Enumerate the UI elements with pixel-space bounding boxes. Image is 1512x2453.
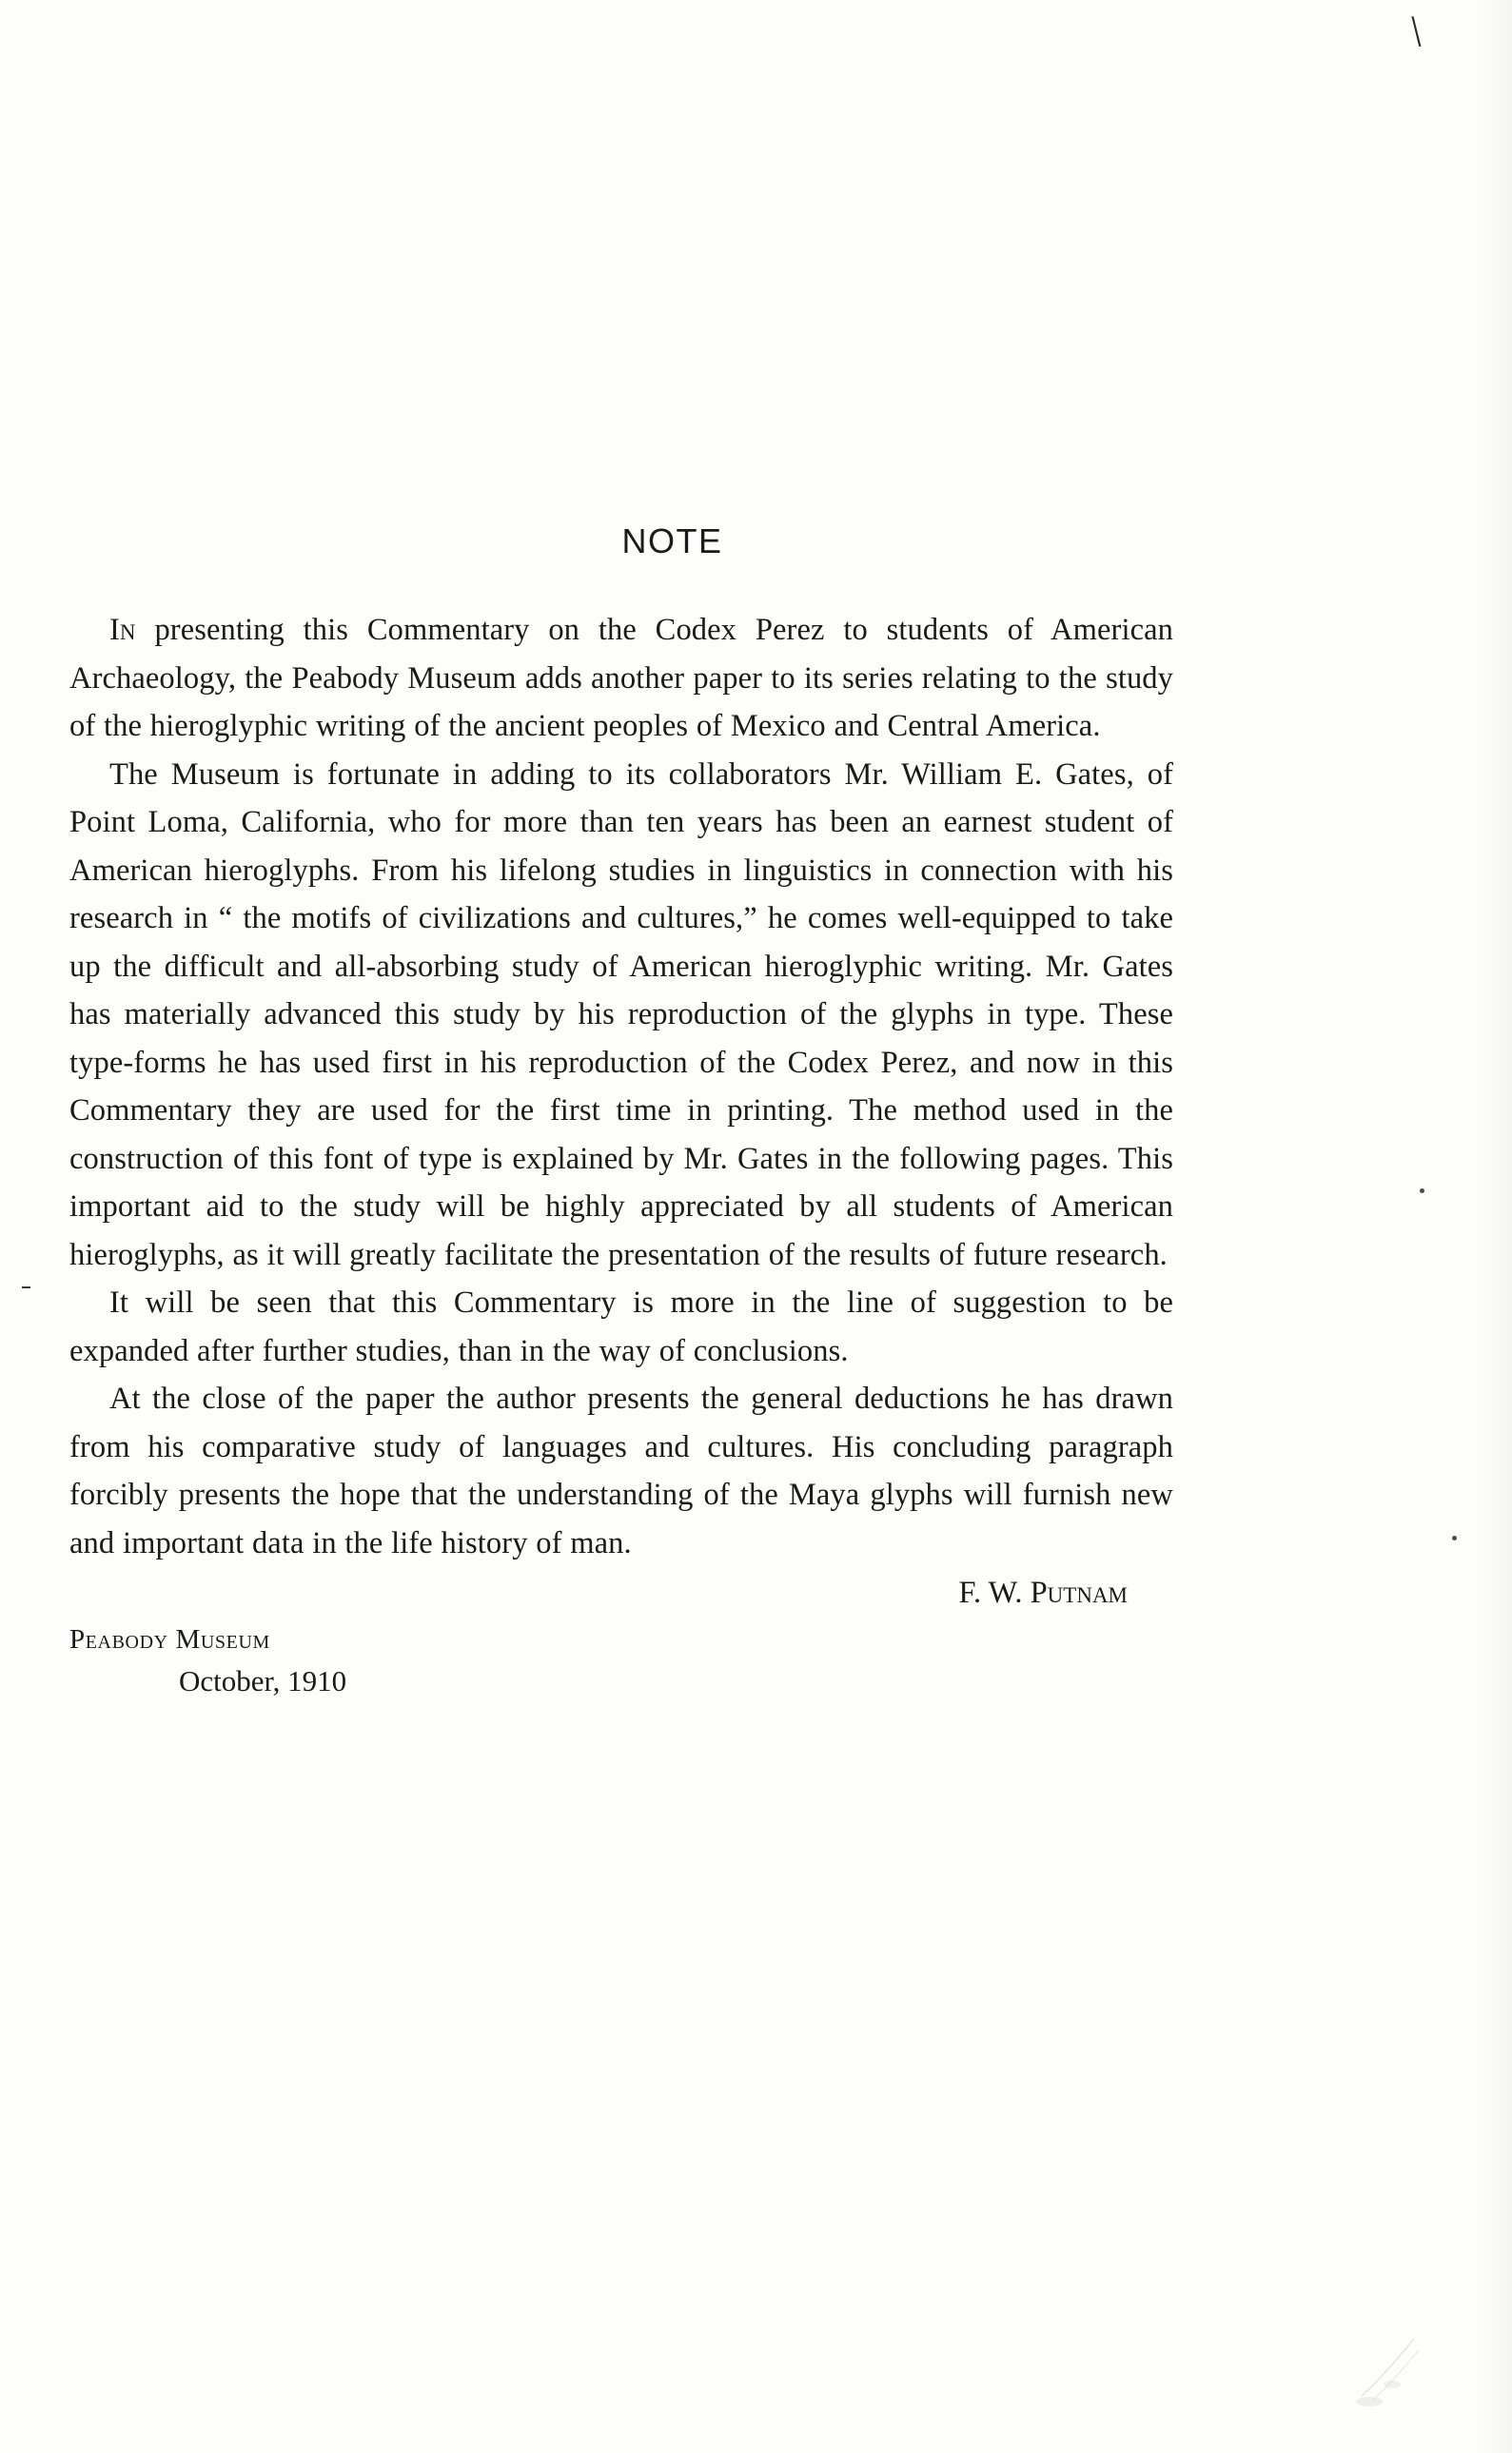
scan-speck-icon (1452, 1536, 1457, 1540)
scan-smudge-icon (1324, 2329, 1438, 2415)
margin-tick-mark-icon (22, 1286, 30, 1288)
pen-stroke-mark-icon: \ (1408, 6, 1425, 56)
page-content (69, 521, 1173, 1702)
scan-speck-icon (1420, 1188, 1424, 1193)
author-signature (69, 1569, 1173, 1617)
colophon (69, 1619, 1173, 1702)
colophon-date: October, 1910 (179, 1664, 347, 1697)
paragraph-3: It will be seen that this Commentary is more in the line of suggestion to be expanded after further studies, than in the way of conclusions. (69, 1285, 1173, 1368)
scan-edge-shading (1474, 0, 1512, 2453)
signature-text: F. W. Putnam (958, 1576, 1128, 1610)
colophon-institution: Peabody Museum (69, 1624, 270, 1655)
paragraph-2: The Museum is fortunate in adding to its collaborators Mr. William E. Gates, of Point Loma, California, who for more than ten years has been an earnest student of American hieroglyphs. From his lifelong studies in linguistics in connection with his research in “ the motifs of civilizations and cultures,” he comes well-equipped to take up the difficult and all-absorbing study of American hieroglyphic writing. Mr. Gates has materially advanced this study by his reproduction of the glyphs in type. These type-forms he has used first in his reproduction of the Codex Perez, and now in this Commentary they are used for the first time in printing. The method used in the construction of this font of type is explained by Mr. Gates in the following pages. This important aid to the study will be highly appreciated by all students of American hieroglyphs, as it will greatly facilitate the presentation of the results of future research. (69, 756, 1173, 1272)
paragraph-lead-word: In (109, 613, 136, 647)
page-title: NOTE (621, 521, 723, 560)
paragraph-1: In presenting this Commentary on the Codex Perez to students of American Archaeology, the Peabody Museum adds another paper to its series relating to the study of the hieroglyphic writing of the ancient peoples of Mexico and Central America. (69, 613, 1173, 743)
paragraph-4: At the close of the paper the author presents the general deductions he has drawn from his comparative study of languages and cultures. His concluding paragraph forcibly presents the hope that the understanding of the Maya glyphs will furnish new and important data in the life history of man. (69, 1382, 1173, 1560)
